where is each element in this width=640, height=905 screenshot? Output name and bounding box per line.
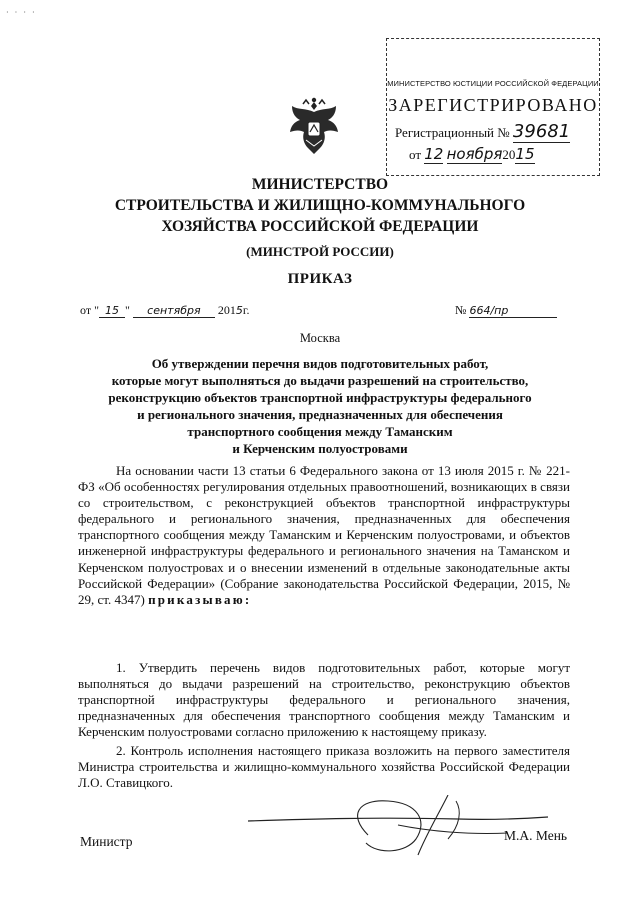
ministry-short-name: (МИНСТРОЙ РОССИИ) [246,244,394,259]
order-subject [78,355,562,457]
signatory-name: М.А. Мень [504,828,568,843]
order-number-prefix: № [455,303,467,317]
order-subject-line: транспортного сообщения между Таманским [187,424,453,439]
order-date-year-prefix: 201 [217,303,236,317]
order-date-day: 15 [99,304,125,318]
stamp-registration-label: Регистрационный № [395,125,510,140]
ministry-name-line-3: ХОЗЯЙСТВА РОССИЙСКОЙ ФЕДЕРАЦИИ [161,218,479,235]
order-item-1: 1. Утвердить перечень видов подготовительных работ, которые могут выполняться до выдачи разрешений на строительство, реконструкцию объектов транспортной инфраструктуры федерального и регионального значения, предназначенных для обеспечения транспортного сообщения между Таманским и Керченским полуостровами согласно приложению к настоящему приказу. [78,660,570,740]
coat-of-arms-icon [286,96,342,158]
order-date-year-suffix: 5 [235,304,243,317]
order-date-month: сентября [133,304,215,318]
ministry-name-line-2: СТРОИТЕЛЬСТВА И ЖИЛИЩНО-КОММУНАЛЬНОГО [114,197,526,214]
stamp-ministry-name: МИНИСТЕРСТВО ЮСТИЦИИ РОССИЙСКОЙ ФЕДЕРАЦИИ [387,79,599,88]
issue-city: Москва [299,331,341,345]
preamble-paragraph [78,463,570,608]
order-date-year-unit: г. [242,303,250,317]
order-subject-line: которые могут выполняться до выдачи разрешений на строительство, [111,373,529,388]
stamp-date-day: 12 [424,145,444,163]
order-number [455,303,557,318]
document-type-title: ПРИКАЗ [287,271,353,287]
stamp-date-year-prefix: 20 [502,147,516,162]
stamp-status: ЗАРЕГИСТРИРОВАНО [388,95,598,115]
order-subject-line: Об утверждении перечня видов подготовительных работ, [151,356,489,371]
stamp-registration-row [395,121,570,142]
stamp-registration-number: 39681 [512,121,571,142]
preamble-text: На основании части 13 статьи 6 Федерального закона от 13 июля 2015 г. № 221-ФЗ «Об особенностях регулирования отдельных правоотношений, возникающих в связи со строительством, с реконструкцией объектов транспортной инфраструктуры федерального и регионального значения, предназначенных для обеспечения транспортного сообщения между Таманским и Керченским полуостровами, и объектов инженерной инфраструктуры федерального и регионального значения на Таманском и Керченском полуостровах и о внесении изменений в отдельные законодательные акты Российской Федерации» (Собрание законодательства Российской Федерации, 2015, № 29, ст. 4347) [78,463,570,607]
registration-stamp [386,38,600,176]
order-item-2: 2. Контроль исполнения настоящего приказа возложить на первого заместителя Министра строительства и жилищно-коммунального хозяйства Российской Федерации Л.О. Ставицкого. [78,743,570,791]
stamp-date-month: ноября [446,145,503,163]
order-date-quote-close: " [124,303,130,317]
handwritten-signature-icon [248,795,558,857]
order-subject-line: и регионального значения, предназначенных для обеспечения [137,407,503,422]
stamp-date-row [409,145,535,163]
signatory-title: Министр [80,834,133,849]
ministry-name-line-1: МИНИСТЕРСТВО [251,176,389,193]
order-date [80,303,249,318]
order-date-prefix: от " [80,303,99,317]
order-subject-line: и Керченским полуостровами [232,441,408,456]
stamp-date-year-suffix: 15 [515,145,535,163]
order-number-value: 664/пр [469,304,557,318]
scan-mark-decoration: · · · · [6,8,37,17]
order-word: приказываю: [148,591,252,607]
stamp-date-prefix: от [409,147,422,162]
order-subject-line: реконструкцию объектов транспортной инфраструктуры федерального [108,390,532,405]
